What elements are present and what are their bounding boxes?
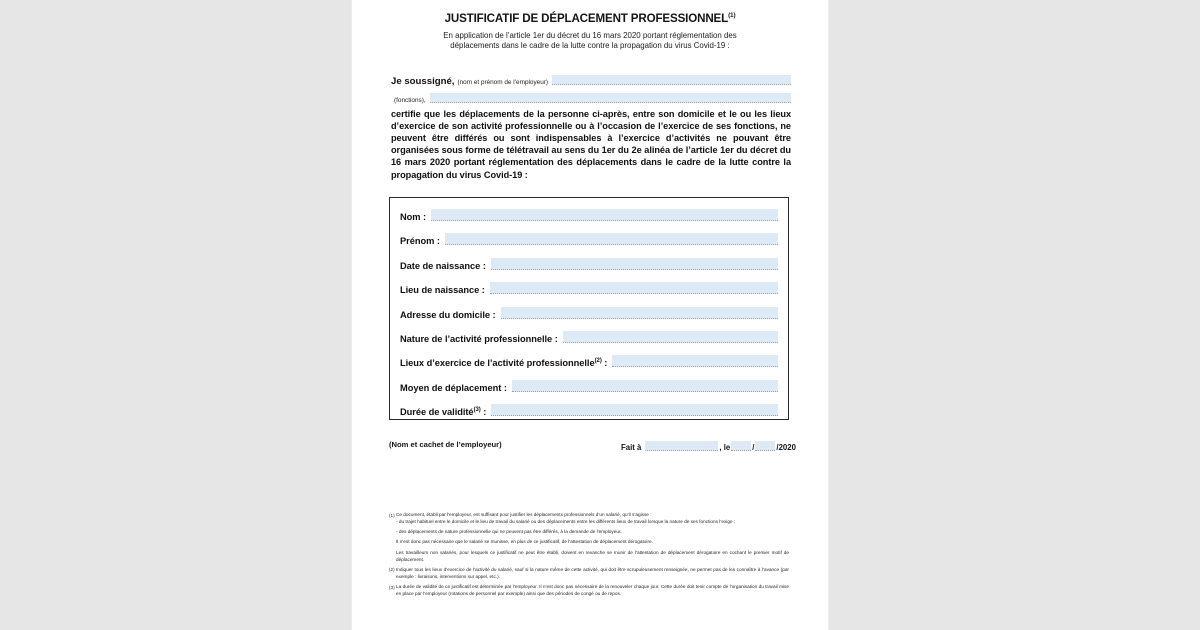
field-input-moyen-de-deplacement[interactable] — [512, 380, 778, 392]
field-label-duree-de-validite-suffix: : — [480, 407, 487, 418]
fait-a-label: Fait à — [621, 443, 642, 452]
field-label-duree-de-validite-text: Durée de validité — [400, 407, 474, 418]
footnote-1-marker: (1) — [389, 512, 395, 518]
field-label-duree-de-validite-sup: (3) — [473, 407, 481, 414]
footnote-2-para-1: Indiquer tous les lieux d’exercice de l’activité du salarié, sauf si la nature même de cette activité, qui doit être scrupuleusement renseignée, ne permet pas de les connaître à l’avance (par exemple : livraisons, interventions sur appel, etc.). — [396, 566, 789, 579]
city-input[interactable] — [645, 441, 718, 451]
intro-block — [389, 74, 791, 181]
footnote-1-body — [396, 512, 789, 563]
footnote-1-para-3: - des déplacements de nature professionnelle qui ne peuvent pas être différés, à la demande de l’employeur. — [396, 529, 622, 535]
footnote-3-marker: (3) — [389, 584, 395, 590]
field-input-prenom[interactable] — [445, 233, 778, 245]
field-row — [400, 354, 778, 378]
footnote-3-para-1: La durée de validité de ce justificatif est déterminée par l’employeur. Il n’est donc pas nécessaire de la renouveler chaque jour. Cette durée doit tenir compte de l’organisation du travail mise en place par l’employeur (rotations de personnel par exemple) ainsi que des périodes de congé ou de repos. — [396, 584, 789, 596]
page-subtitle — [389, 31, 791, 52]
field-label-lieux-exercice — [400, 358, 607, 368]
field-row — [400, 257, 778, 281]
employer-name-field[interactable] — [552, 75, 791, 85]
page-title-footnote-marker: (1) — [728, 12, 736, 20]
footnote-1-para-5: Les travailleurs non salariés, pour lesquels ce justificatif ne peut être établi, doivent en revanche se munir de l’attestation de déplacement dérogatoire en cochant le premier motif de déplacement. — [396, 549, 789, 562]
field-input-nature-activite[interactable] — [563, 331, 778, 343]
footnote-2 — [389, 567, 789, 581]
field-row — [400, 379, 778, 403]
footnote-2-marker: (2) — [389, 567, 395, 573]
page-title-text: JUSTIFICATIF DE DÉPLACEMENT PROFESSIONNEL — [444, 12, 729, 25]
field-input-nom[interactable] — [431, 209, 778, 221]
field-row — [400, 281, 778, 305]
field-input-lieu-de-naissance[interactable] — [490, 282, 778, 294]
field-label-lieu-de-naissance: Lieu de naissance : — [400, 285, 485, 296]
le-label: , le — [719, 443, 731, 452]
page-subtitle-line-1: En application de l’article 1er du décret du 16 mars 2020 portant réglementation des — [443, 31, 737, 40]
footnote-3 — [389, 584, 789, 598]
month-input[interactable] — [755, 441, 775, 451]
document-page — [352, 0, 828, 630]
place-and-date-group — [621, 440, 796, 452]
footnote-3-body — [396, 584, 789, 598]
page-title — [389, 12, 791, 25]
document-content — [389, 0, 796, 630]
year-label: 2020 — [778, 443, 796, 452]
field-input-duree-de-validite[interactable] — [491, 404, 778, 416]
fonctions-label: (fonctions), — [394, 96, 426, 104]
footnote-2-body — [396, 567, 789, 581]
date-separator-1: / — [752, 443, 755, 452]
field-label-date-de-naissance: Date de naissance : — [400, 260, 486, 271]
field-label-moyen-de-deplacement: Moyen de déplacement : — [400, 382, 507, 393]
field-label-lieux-exercice-text: Lieux d’exercice de l’activité professionnelle — [400, 358, 595, 369]
field-label-duree-de-validite — [400, 407, 486, 417]
page-subtitle-line-2: déplacements dans le cadre de la lutte contre la propagation du virus Covid-19 : — [450, 41, 730, 51]
field-label-lieux-exercice-suffix: : — [601, 358, 608, 369]
footnote-1-para-1: Ce document, établi par l’employeur, est suffisant pour justifier les déplacements professionnels d’un salarié, qu’il s’agisse : — [396, 512, 652, 517]
field-input-date-de-naissance[interactable] — [491, 258, 778, 270]
field-row — [400, 208, 778, 232]
signature-row — [389, 440, 796, 452]
soussigne-label: Je soussigné, — [391, 75, 455, 87]
field-label-nom: Nom : — [400, 212, 427, 222]
date-separator-2: / — [776, 443, 779, 452]
field-input-adresse-du-domicile[interactable] — [501, 307, 778, 319]
footnotes — [389, 512, 789, 601]
day-input[interactable] — [731, 441, 751, 451]
field-label-nature-activite: Nature de l’activité professionnelle : — [400, 333, 558, 344]
employer-functions-line — [391, 92, 791, 104]
field-row — [400, 403, 778, 427]
footnote-1 — [389, 512, 789, 563]
field-label-lieux-exercice-sup: (2) — [594, 358, 602, 365]
certification-paragraph: certifie que les déplacements de la personne ci-après, entre son domicile et le ou les lieux d’exercice de son activité professionnelle ou à l’occasion de l’exercice de ses fonctions, ne peuvent être différés ou sont indispensables à l’exercice d’activités ne pouvant être organisées sous forme de télétravail au sens du 1er du 2e alinéa de l’article 1er du décret du 16 mars 2020 portant réglementation des déplacements dans le cadre de la lutte contre la propagation du virus Covid-19 : — [391, 108, 791, 180]
employer-functions-field[interactable] — [430, 93, 791, 103]
field-label-adresse-du-domicile: Adresse du domicile : — [400, 309, 496, 320]
field-row — [400, 330, 778, 354]
soussigne-hint: (nom et prénom de l’employeur) — [457, 78, 549, 86]
footnote-1-para-2: - du trajet habituel entre le domicile et le lieu de travail du salarié ou des déplacements entre les différents lieux de travail lorsque la nature de ses fonctions l’exige ; — [396, 518, 736, 524]
field-input-lieux-exercice[interactable] — [612, 355, 778, 367]
employer-stamp-label: (Nom et cachet de l’employeur) — [389, 440, 502, 449]
footnote-1-para-4: Il n’est donc pas nécessaire que le salarié se munisse, en plus de ce justificatif, de l’attestation de déplacement dérogatoire. — [396, 539, 653, 545]
field-row — [400, 232, 778, 256]
field-row — [400, 306, 778, 330]
field-label-prenom: Prénom : — [400, 236, 440, 247]
employer-name-line — [391, 74, 791, 87]
employee-details-box — [389, 197, 789, 420]
